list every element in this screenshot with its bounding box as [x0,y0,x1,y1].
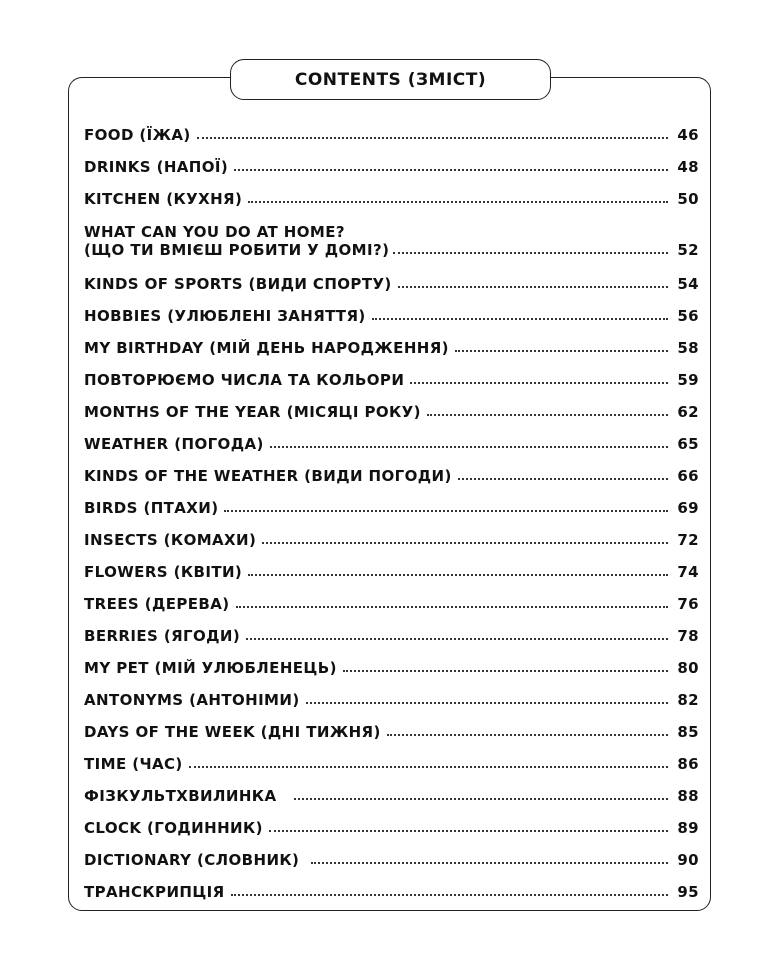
toc-entry-label: KINDS OF THE WEATHER (ВИДИ ПОГОДИ) [84,467,452,485]
dot-leader [387,734,668,736]
toc-entry-label: ПОВТОРЮЄМО ЧИСЛА ТА КОЛЬОРИ [84,371,405,389]
toc-entry-label: FOOD (ЇЖА) [84,126,191,144]
toc-entry-page: 54 [677,275,699,293]
toc-entry-page: 62 [677,403,699,421]
toc-entry-label: ТРАНСКРИПЦІЯ [84,883,225,901]
dot-leader [231,894,668,896]
dot-leader [372,318,668,320]
toc-entry-drinks[interactable] [84,144,699,176]
toc-entry-label: TIME (ЧАС) [84,755,183,773]
toc-entry-page: 78 [677,627,699,645]
dot-leader [306,702,668,704]
toc-entry-numbers-colors[interactable] [84,357,699,389]
toc-entry-label: DAYS OF THE WEEK (ДНІ ТИЖНЯ) [84,723,381,741]
toc-entry-days-of-week[interactable] [84,709,699,741]
dot-leader [246,638,668,640]
toc-entry-page: 69 [677,499,699,517]
toc-entry-label-block [84,223,393,259]
dot-leader [427,414,668,416]
toc-entry-page: 46 [677,126,699,144]
dot-leader [393,252,668,254]
toc-entry-label: CLOCK (ГОДИННИК) [84,819,263,837]
toc-entry-label: ФІЗКУЛЬТХВИЛИНКА [84,787,277,805]
dot-leader [455,350,668,352]
toc-entry-what-can-you-do[interactable] [84,215,699,259]
toc-entry-page: 85 [677,723,699,741]
dot-leader [248,574,668,576]
dot-leader [262,542,668,544]
toc-entry-page: 90 [677,851,699,869]
toc-entry-kitchen[interactable] [84,176,699,208]
toc-entry-my-birthday[interactable] [84,325,699,357]
toc-entry-page: 95 [677,883,699,901]
toc-entry-time[interactable] [84,741,699,773]
contents-title-box [230,59,551,100]
toc-entry-page: 58 [677,339,699,357]
toc-entry-label: BERRIES (ЯГОДИ) [84,627,241,645]
toc-entry-kinds-of-weather[interactable] [84,453,699,485]
dot-leader [311,862,668,864]
toc-entry-antonyms[interactable] [84,677,699,709]
dot-leader [294,798,668,800]
toc-entry-page: 59 [677,371,699,389]
dot-leader [343,670,668,672]
dot-leader [189,766,668,768]
toc-entry-my-pet[interactable] [84,645,699,677]
dot-leader [270,446,668,448]
toc-entry-page: 88 [677,787,699,805]
toc-entry-label: MY PET (МІЙ УЛЮБЛЕНЕЦЬ) [84,659,337,677]
dot-leader [398,286,668,288]
toc-entry-label: ANTONYMS (АНТОНІМИ) [84,691,300,709]
toc-entry-page: 72 [677,531,699,549]
toc-entry-label: TREES (ДЕРЕВА) [84,595,230,613]
toc-entry-label: HOBBIES (УЛЮБЛЕНІ ЗАНЯТТЯ) [84,307,366,325]
toc-entry-transcription[interactable] [84,869,699,901]
dot-leader [248,201,668,203]
toc-entry-dictionary[interactable] [84,837,699,869]
toc-entry-hobbies[interactable] [84,293,699,325]
toc-entry-weather[interactable] [84,421,699,453]
toc-entry-label: KITCHEN (КУХНЯ) [84,190,243,208]
toc-entry-page: 89 [677,819,699,837]
toc-entry-label-line1: WHAT CAN YOU DO AT HOME? [84,223,345,241]
toc-entry-label: WEATHER (ПОГОДА) [84,435,264,453]
toc-entry-page: 80 [677,659,699,677]
toc-entry-trees[interactable] [84,581,699,613]
toc-entry-label: DICTIONARY (СЛОВНИК) [84,851,300,869]
toc-entry-label: INSECTS (КОМАХИ) [84,531,257,549]
dot-leader [236,606,669,608]
toc-entry-label: MONTHS OF THE YEAR (МІСЯЦІ РОКУ) [84,403,421,421]
toc-entry-fizkultkhvylynka[interactable] [84,773,699,805]
toc-entry-page: 65 [677,435,699,453]
toc-entry-flowers[interactable] [84,549,699,581]
toc-entry-page: 50 [677,190,699,208]
toc-entry-label: KINDS OF SPORTS (ВИДИ СПОРТУ) [84,275,392,293]
toc-entry-page: 82 [677,691,699,709]
toc-entry-clock[interactable] [84,805,699,837]
toc-entry-kinds-of-sports[interactable] [84,261,699,293]
toc-entry-label: DRINKS (НАПОЇ) [84,158,229,176]
toc-entry-page: 76 [677,595,699,613]
toc-entry-label: FLOWERS (КВІТИ) [84,563,243,581]
toc-entry-page: 74 [677,563,699,581]
toc-entry-months[interactable] [84,389,699,421]
toc-entry-food[interactable] [84,112,699,144]
toc-entry-page: 66 [677,467,699,485]
toc-entry-berries[interactable] [84,613,699,645]
dot-leader [410,382,668,384]
toc-entry-insects[interactable] [84,517,699,549]
toc-entry-label-line2: (ЩО ТИ ВМІЄШ РОБИТИ У ДОМІ?) [84,241,390,259]
toc-entry-label: MY BIRTHDAY (МІЙ ДЕНЬ НАРОДЖЕННЯ) [84,339,449,357]
dot-leader [269,830,668,832]
dot-leader [458,478,668,480]
dot-leader [224,510,668,512]
dot-leader [234,169,668,171]
toc-entry-page: 86 [677,755,699,773]
toc-entry-label: BIRDS (ПТАХИ) [84,499,219,517]
page-title: CONTENTS (ЗМІСТ) [294,69,487,90]
toc-entry-birds[interactable] [84,485,699,517]
toc-entry-page: 56 [677,307,699,325]
toc-entry-page: 52 [677,241,699,259]
dot-leader [197,137,668,139]
toc-entry-page: 48 [677,158,699,176]
